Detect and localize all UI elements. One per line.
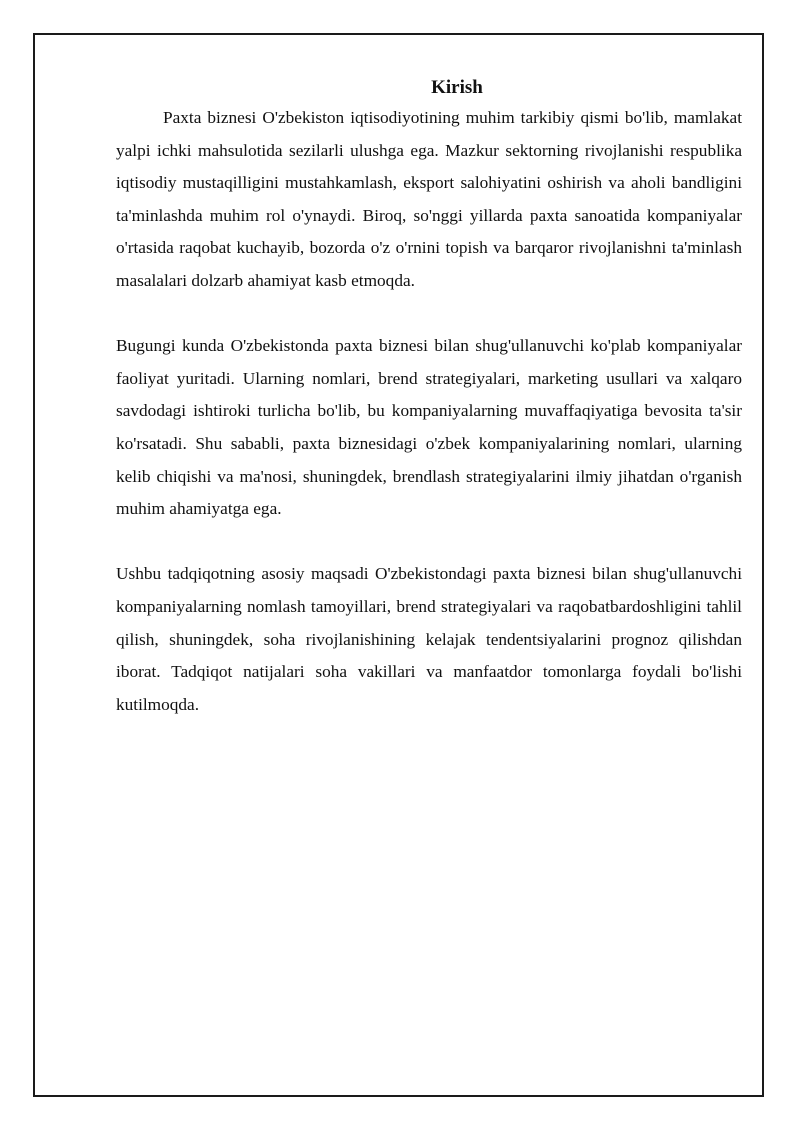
paragraph-spacer — [116, 298, 742, 331]
paragraph-1: Paxta biznesi O'zbekiston iqtisodiyotining muhim tarkibiy qismi bo'lib, mamlakat yalpi ichki mahsulotida sezilarli ulushga ega. Mazkur sektorning rivojlanishi respublika iqtisodiy mustaqilligini mustahkamlash, eksport salohiyatini oshirish va aholi bandligini ta'minlashda muhim rol o'ynaydi. Biroq, so'nggi yillarda paxta sanoatida kompaniyalar o'rtasida raqobat kuchayib, bozorda o'z o'rnini topish va barqaror rivojlanishni ta'minlash masalalari dolzarb ahamiyat kasb etmoqda. — [116, 108, 742, 290]
document-title: Kirish — [431, 77, 483, 98]
paragraph-spacer — [116, 526, 742, 559]
paragraph-2: Bugungi kunda O'zbekistonda paxta biznesi bilan shug'ullanuvchi ko'plab kompaniyalar faoliyat yuritadi. Ularning nomlari, brend strategiyalari, marketing usullari va xalqaro savdodagi ishtiroki turlicha bo'lib, bu kompaniyalarning muvaffaqiyatiga bevosita ta'sir ko'rsatadi. Shu sababli, paxta biznesidagi o'zbek kompaniyalarining nomlari, ularning kelib chiqishi va ma'nosi, shuningdek, brendlash strategiyalarini ilmiy jihatdan o'rganish muhim ahamiyatga ega. — [116, 336, 742, 519]
document-body — [116, 74, 742, 721]
paragraph-3: Ushbu tadqiqotning asosiy maqsadi O'zbekistondagi paxta biznesi bilan shug'ullanuvchi kompaniyalarning nomlash tamoyillari, brend strategiyalari va raqobatbardoshligini tahlil qilish, shuningdek, soha rivojlanishining kelajak tendentsiyalarini prognoz qilishdan iborat. Tadqiqot natijalari soha vakillari va manfaatdor tomonlarga foydali bo'lishi kutilmoqda. — [116, 564, 742, 714]
